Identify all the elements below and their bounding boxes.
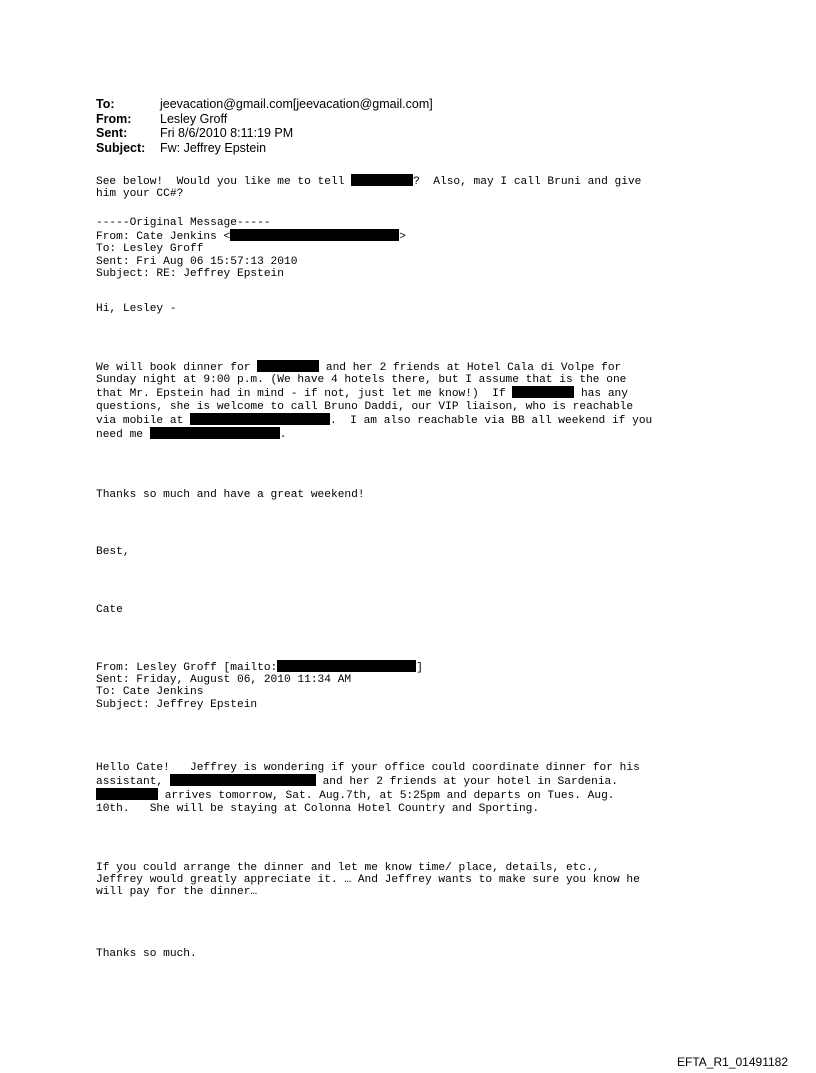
reply-paragraph: We will book dinner for and her 2 friends at Hotel Cala di Volpe for Sunday night at 9:00 p.m. (We have 4 hotels there, but I assume that is the one that Mr. Epstein had in mind - if not, just let me know!) If has any questions, she is welcome to call Bruno Daddi, our VIP liaison, who is reachable via mobile at . I am also reachable via BB all weekend if you need me . [96, 362, 653, 442]
header-subject-row [96, 141, 433, 156]
forwarded-body-thanks: Thanks so much. [96, 948, 197, 960]
to-value: jeevacation@gmail.com[jeevacation@gmail.com] [160, 97, 433, 111]
document-id: EFTA_R1_01491182 [677, 1055, 788, 1069]
redaction-box [170, 774, 316, 786]
redaction-box [351, 174, 413, 186]
header-to-row [96, 97, 433, 112]
reply-thanks: Thanks so much and have a great weekend! [96, 489, 365, 501]
forwarded-header: From: Lesley Groff [mailto: ] Sent: Friday, August 06, 2010 11:34 AM To: Cate Jenkins Subject: Jeffrey Epstein [96, 662, 423, 711]
reply-closing: Best, [96, 546, 130, 558]
reply-greeting: Hi, Lesley - [96, 303, 177, 315]
header-sent-row [96, 126, 433, 141]
original-message-header: -----Original Message----- From: Cate Jenkins < > To: Lesley Groff Sent: Fri Aug 06 15:57:13 2010 Subject: RE: Jeffrey Epstein [96, 217, 406, 280]
from-label: From: [96, 111, 132, 126]
sent-label: Sent: [96, 126, 128, 140]
redaction-box [257, 360, 319, 372]
reply-signature: Cate [96, 604, 123, 616]
header-from-row [96, 112, 433, 127]
subject-value: Fw: Jeffrey Epstein [160, 140, 267, 155]
sent-value: Fri 8/6/2010 8:11:19 PM [160, 126, 294, 140]
redaction-box [190, 413, 330, 425]
forwarded-body-request: If you could arrange the dinner and let me know time/ place, details, etc., Jeffrey would greatly appreciate it. … And Jeffrey wants to make sure you know he will pay for the dinner… [96, 862, 640, 899]
redaction-box [512, 386, 574, 398]
to-label: To: [96, 97, 115, 111]
forwarded-body-paragraph: Hello Cate! Jeffrey is wondering if your office could coordinate dinner for his assistant, and her 2 friends at your hotel in Sardenia. arrives tomorrow, Sat. Aug.7th, at 5:25pm and departs on Tues. Aug. 10th. She will be staying at Colonna Hotel Country and Sporting. [96, 762, 640, 815]
from-value: Lesley Groff [160, 111, 228, 126]
redaction-box [96, 788, 158, 800]
subject-label: Subject: [96, 140, 146, 155]
intro-paragraph: See below! Would you like me to tell ? Also, may I call Bruni and give him your CC#? [96, 176, 642, 201]
email-header [96, 97, 433, 155]
redaction-box [150, 427, 280, 439]
redaction-box [277, 660, 416, 672]
redaction-box [230, 229, 399, 241]
